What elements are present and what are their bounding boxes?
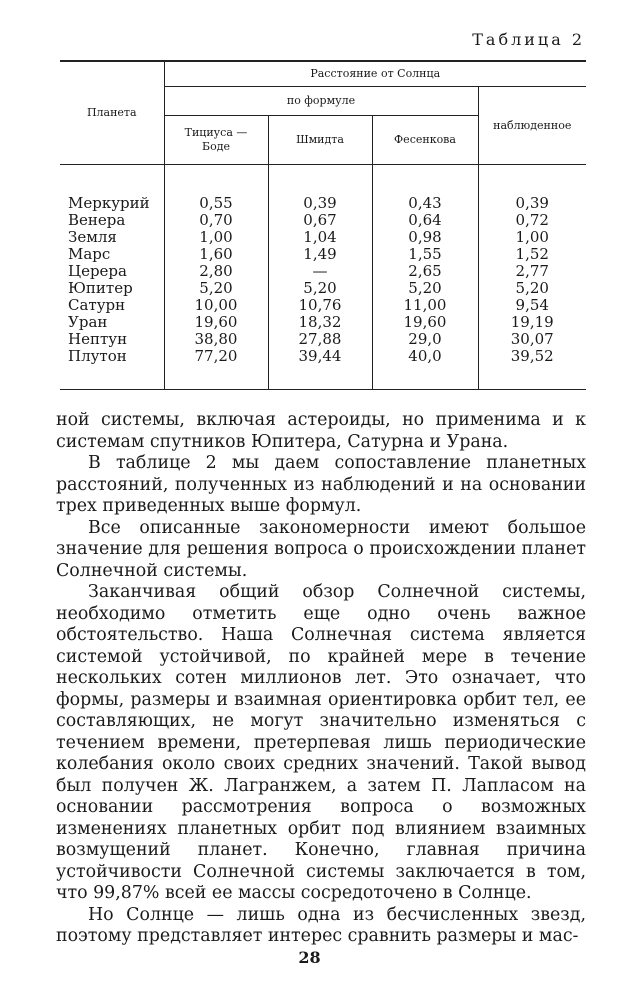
header-observed: наблюденное bbox=[478, 87, 586, 165]
table-row bbox=[60, 331, 586, 348]
cell-titius-bode: 10,00 bbox=[164, 297, 268, 314]
header-distance-group: Расстояние от Солнца bbox=[164, 62, 586, 87]
cell-observed: 1,52 bbox=[478, 246, 586, 263]
cell-schmidt: — bbox=[268, 263, 372, 280]
cell-fesenkov: 2,65 bbox=[372, 263, 478, 280]
cell-planet: Плутон bbox=[68, 347, 127, 365]
body-text bbox=[56, 410, 586, 948]
cell-schmidt: 1,04 bbox=[268, 229, 372, 246]
header-by-formula: по формуле bbox=[164, 87, 478, 116]
cell-planet: Марс bbox=[68, 245, 111, 263]
cell-planet: Земля bbox=[68, 228, 117, 246]
cell-fesenkov: 1,55 bbox=[372, 246, 478, 263]
header-titius-bode: Тициуса — Боде bbox=[164, 116, 268, 165]
cell-fesenkov: 19,60 bbox=[372, 314, 478, 331]
cell-observed: 0,72 bbox=[478, 212, 586, 229]
cell-titius-bode: 77,20 bbox=[164, 348, 268, 390]
cell-titius-bode: 5,20 bbox=[164, 280, 268, 297]
cell-observed: 2,77 bbox=[478, 263, 586, 280]
cell-schmidt: 5,20 bbox=[268, 280, 372, 297]
cell-planet: Юпитер bbox=[68, 279, 133, 297]
cell-planet: Нептун bbox=[68, 330, 128, 348]
paragraph: Заканчивая общий обзор Солнечной системы, необходимо отметить еще одно очень важное обстоятельство. Наша Солнечная система является системой устойчивой, по крайней мере в течение нескольких сотен миллионов лет. Это означает, что формы, размеры и взаимная ориентировка орбит тел, ее составляющих, не могут значительно изменяться с течением времени, претерпевая лишь периодические колебания около своих средних значений. Такой вывод был получен Ж. Лагранжем, а затем П. Лапласом на основании рассмотрения вопроса о возможных изменениях планетных орбит под влиянием взаимных возмущений планет. Конечно, главная причина устойчивости Солнечной системы заключается в том, что 99,87% всей ее массы сосредоточено в Солнце. bbox=[56, 582, 586, 903]
cell-observed: 9,54 bbox=[478, 297, 586, 314]
table-row bbox=[60, 348, 586, 390]
cell-fesenkov: 0,64 bbox=[372, 212, 478, 229]
table-row bbox=[60, 195, 586, 212]
cell-schmidt: 39,44 bbox=[268, 348, 372, 390]
cell-fesenkov: 11,00 bbox=[372, 297, 478, 314]
cell-titius-bode: 19,60 bbox=[164, 314, 268, 331]
cell-titius-bode: 2,80 bbox=[164, 263, 268, 280]
cell-schmidt: 10,76 bbox=[268, 297, 372, 314]
cell-fesenkov: 0,43 bbox=[372, 195, 478, 212]
cell-titius-bode: 1,60 bbox=[164, 246, 268, 263]
cell-planet: Венера bbox=[68, 211, 126, 229]
cell-schmidt: 18,32 bbox=[268, 314, 372, 331]
cell-fesenkov: 29,0 bbox=[372, 331, 478, 348]
table-row bbox=[60, 263, 586, 280]
cell-observed: 1,00 bbox=[478, 229, 586, 246]
cell-titius-bode: 38,80 bbox=[164, 331, 268, 348]
table-row bbox=[60, 280, 586, 297]
paragraph: Все описанные закономерности имеют большое значение для решения вопроса о происхождении планет Солнечной системы. bbox=[56, 517, 586, 581]
table-row bbox=[60, 212, 586, 229]
table-caption: Таблица 2 bbox=[472, 30, 585, 49]
header-planet: Планета bbox=[60, 62, 164, 165]
cell-titius-bode: 1,00 bbox=[164, 229, 268, 246]
cell-schmidt: 1,49 bbox=[268, 246, 372, 263]
cell-observed: 39,52 bbox=[478, 348, 586, 390]
cell-planet: Меркурий bbox=[68, 194, 150, 212]
paragraph: ной системы, включая астероиды, но применима и к системам спутников Юпитера, Сатурна и Урана. bbox=[56, 410, 586, 452]
cell-schmidt: 0,67 bbox=[268, 212, 372, 229]
table-body bbox=[60, 165, 586, 390]
paragraph: Но Солнце — лишь одна из бесчисленных звезд, поэтому представляет интерес сравнить размеры и мас- bbox=[56, 904, 586, 946]
cell-fesenkov: 0,98 bbox=[372, 229, 478, 246]
cell-titius-bode: 0,55 bbox=[164, 195, 268, 212]
cell-schmidt: 27,88 bbox=[268, 331, 372, 348]
cell-schmidt: 0,39 bbox=[268, 195, 372, 212]
cell-planet: Церера bbox=[68, 262, 127, 280]
table-row bbox=[60, 314, 586, 331]
cell-planet: Сатурн bbox=[68, 296, 126, 314]
table-row bbox=[60, 246, 586, 263]
table-row bbox=[60, 229, 586, 246]
planet-distance-table bbox=[60, 60, 586, 390]
cell-fesenkov: 40,0 bbox=[372, 348, 478, 390]
cell-fesenkov: 5,20 bbox=[372, 280, 478, 297]
header-fesenkov: Фесенкова bbox=[372, 116, 478, 165]
cell-observed: 5,20 bbox=[478, 280, 586, 297]
paragraph: В таблице 2 мы даем сопоставление планетных расстояний, полученных из наблюдений и на основании трех приведенных выше формул. bbox=[56, 453, 586, 516]
cell-observed: 30,07 bbox=[478, 331, 586, 348]
cell-planet: Уран bbox=[68, 313, 108, 331]
header-schmidt: Шмидта bbox=[268, 116, 372, 165]
cell-observed: 19,19 bbox=[478, 314, 586, 331]
cell-titius-bode: 0,70 bbox=[164, 212, 268, 229]
cell-observed: 0,39 bbox=[478, 195, 586, 212]
page-number: 28 bbox=[298, 948, 321, 967]
table-row bbox=[60, 297, 586, 314]
